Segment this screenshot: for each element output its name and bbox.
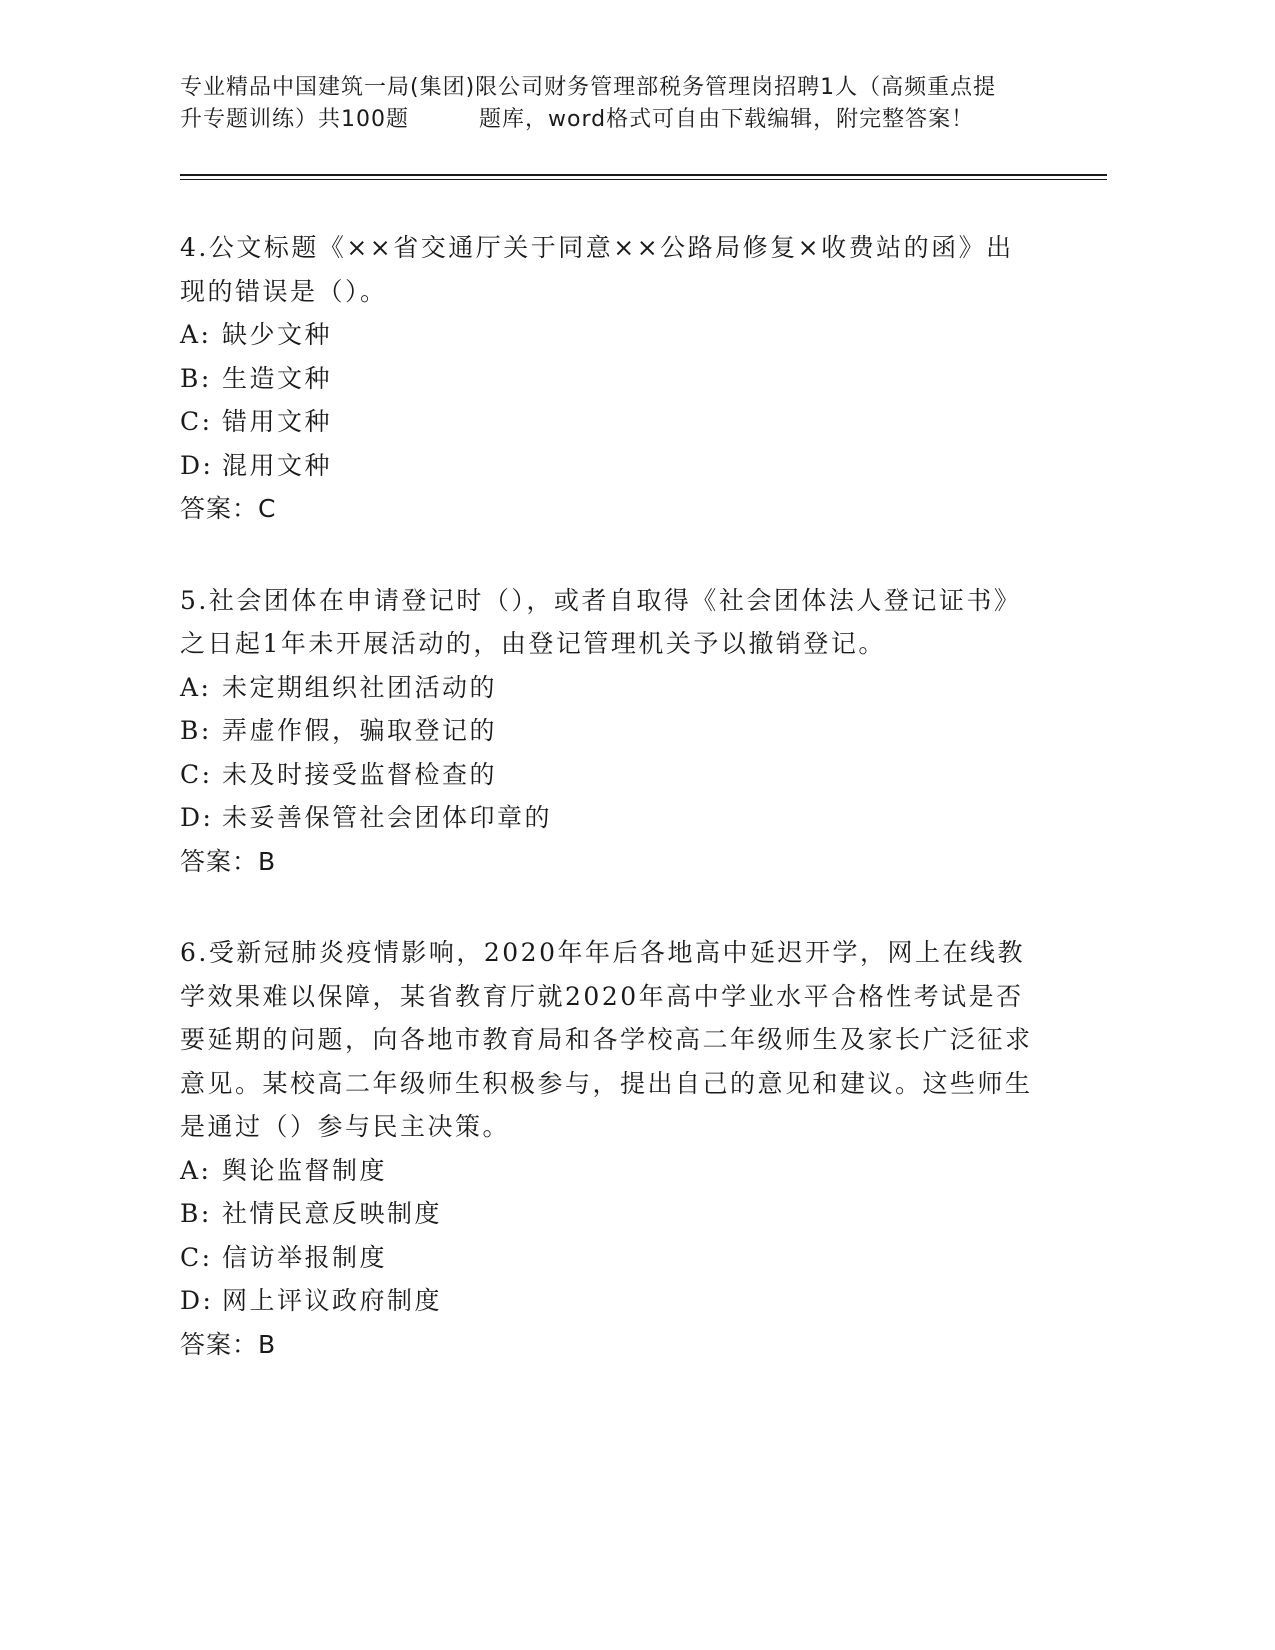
option-letter: A:: [180, 1155, 212, 1185]
option-letter: D:: [180, 1286, 214, 1315]
document-header: [180, 72, 1080, 136]
header-title-line-2: [180, 104, 1080, 136]
question-5: [180, 579, 1040, 884]
option-letter: C:: [180, 759, 213, 789]
header-divider-thin: [180, 179, 1107, 180]
option-text: 未妥善保管社会团体印章的: [222, 803, 553, 832]
answer: 答案：C: [180, 494, 277, 523]
header-title-line-1: 专业精品中国建筑一局(集团)限公司财务管理部税务管理岗招聘1人（高频重点提: [180, 75, 997, 100]
answer: 答案：B: [180, 1329, 277, 1359]
option-text: 弄虚作假，骗取登记的: [222, 716, 498, 745]
header-title-line-2-left: 升专题训练）共100题: [180, 107, 409, 132]
option-text: 混用文种: [222, 450, 333, 480]
option-letter: C:: [180, 1242, 213, 1272]
question-list: [180, 226, 1040, 1414]
option-letter: C:: [180, 407, 213, 436]
option-letter: B:: [180, 363, 212, 393]
option-c: [180, 400, 1040, 444]
option-text: 舆论监督制度: [222, 1155, 388, 1185]
option-text: 社情民意反映制度: [222, 1199, 443, 1228]
option-a: [180, 666, 1040, 710]
option-letter: D:: [180, 450, 214, 480]
option-text: 错用文种: [222, 407, 333, 436]
option-b: [180, 357, 1040, 401]
question-6: [180, 931, 1040, 1366]
option-a: [180, 1149, 1040, 1193]
header-divider-thick: [180, 174, 1107, 176]
option-letter: D:: [180, 803, 214, 832]
option-c: [180, 1236, 1040, 1280]
option-text: 缺少文种: [222, 320, 333, 349]
option-text: 未及时接受监督检查的: [222, 759, 498, 789]
option-text: 未定期组织社团活动的: [222, 672, 498, 702]
option-a: [180, 313, 1040, 357]
option-b: [180, 709, 1040, 753]
option-text: 网上评议政府制度: [222, 1286, 443, 1315]
question-text: 5.社会团体在申请登记时（），或者自取得《社会团体法人登记证书》之日起1年未开展活动的，由登记管理机关予以撤销登记。: [180, 585, 1022, 658]
question-text: 4.公文标题《××省交通厅关于同意××公路局修复×收费站的函》出现的错误是（）。: [180, 233, 1014, 306]
option-b: [180, 1192, 1040, 1236]
option-d: [180, 1279, 1040, 1323]
option-text: 信访举报制度: [222, 1242, 388, 1272]
option-letter: B:: [180, 1199, 212, 1228]
option-c: [180, 753, 1040, 797]
question-text: 6.受新冠肺炎疫情影响，2020年年后各地高中延迟开学，网上在线教学效果难以保障，某省教育厅就2020年高中学业水平合格性考试是否要延期的问题，向各地市教育局和各学校高二年级师生及家长广泛征求意见。某校高二年级师生积极参与，提出自己的意见和建议。这些师生是通过（）参与民主决策。: [180, 938, 1033, 1141]
option-text: 生造文种: [222, 363, 333, 393]
question-4: [180, 226, 1040, 531]
option-letter: A:: [180, 672, 212, 702]
option-d: [180, 444, 1040, 488]
header-title-line-2-right: 题库，word格式可自由下载编辑，附完整答案！: [479, 107, 975, 132]
option-letter: B:: [180, 716, 212, 745]
option-letter: A:: [180, 320, 212, 349]
option-d: [180, 796, 1040, 840]
answer: 答案：B: [180, 846, 277, 876]
